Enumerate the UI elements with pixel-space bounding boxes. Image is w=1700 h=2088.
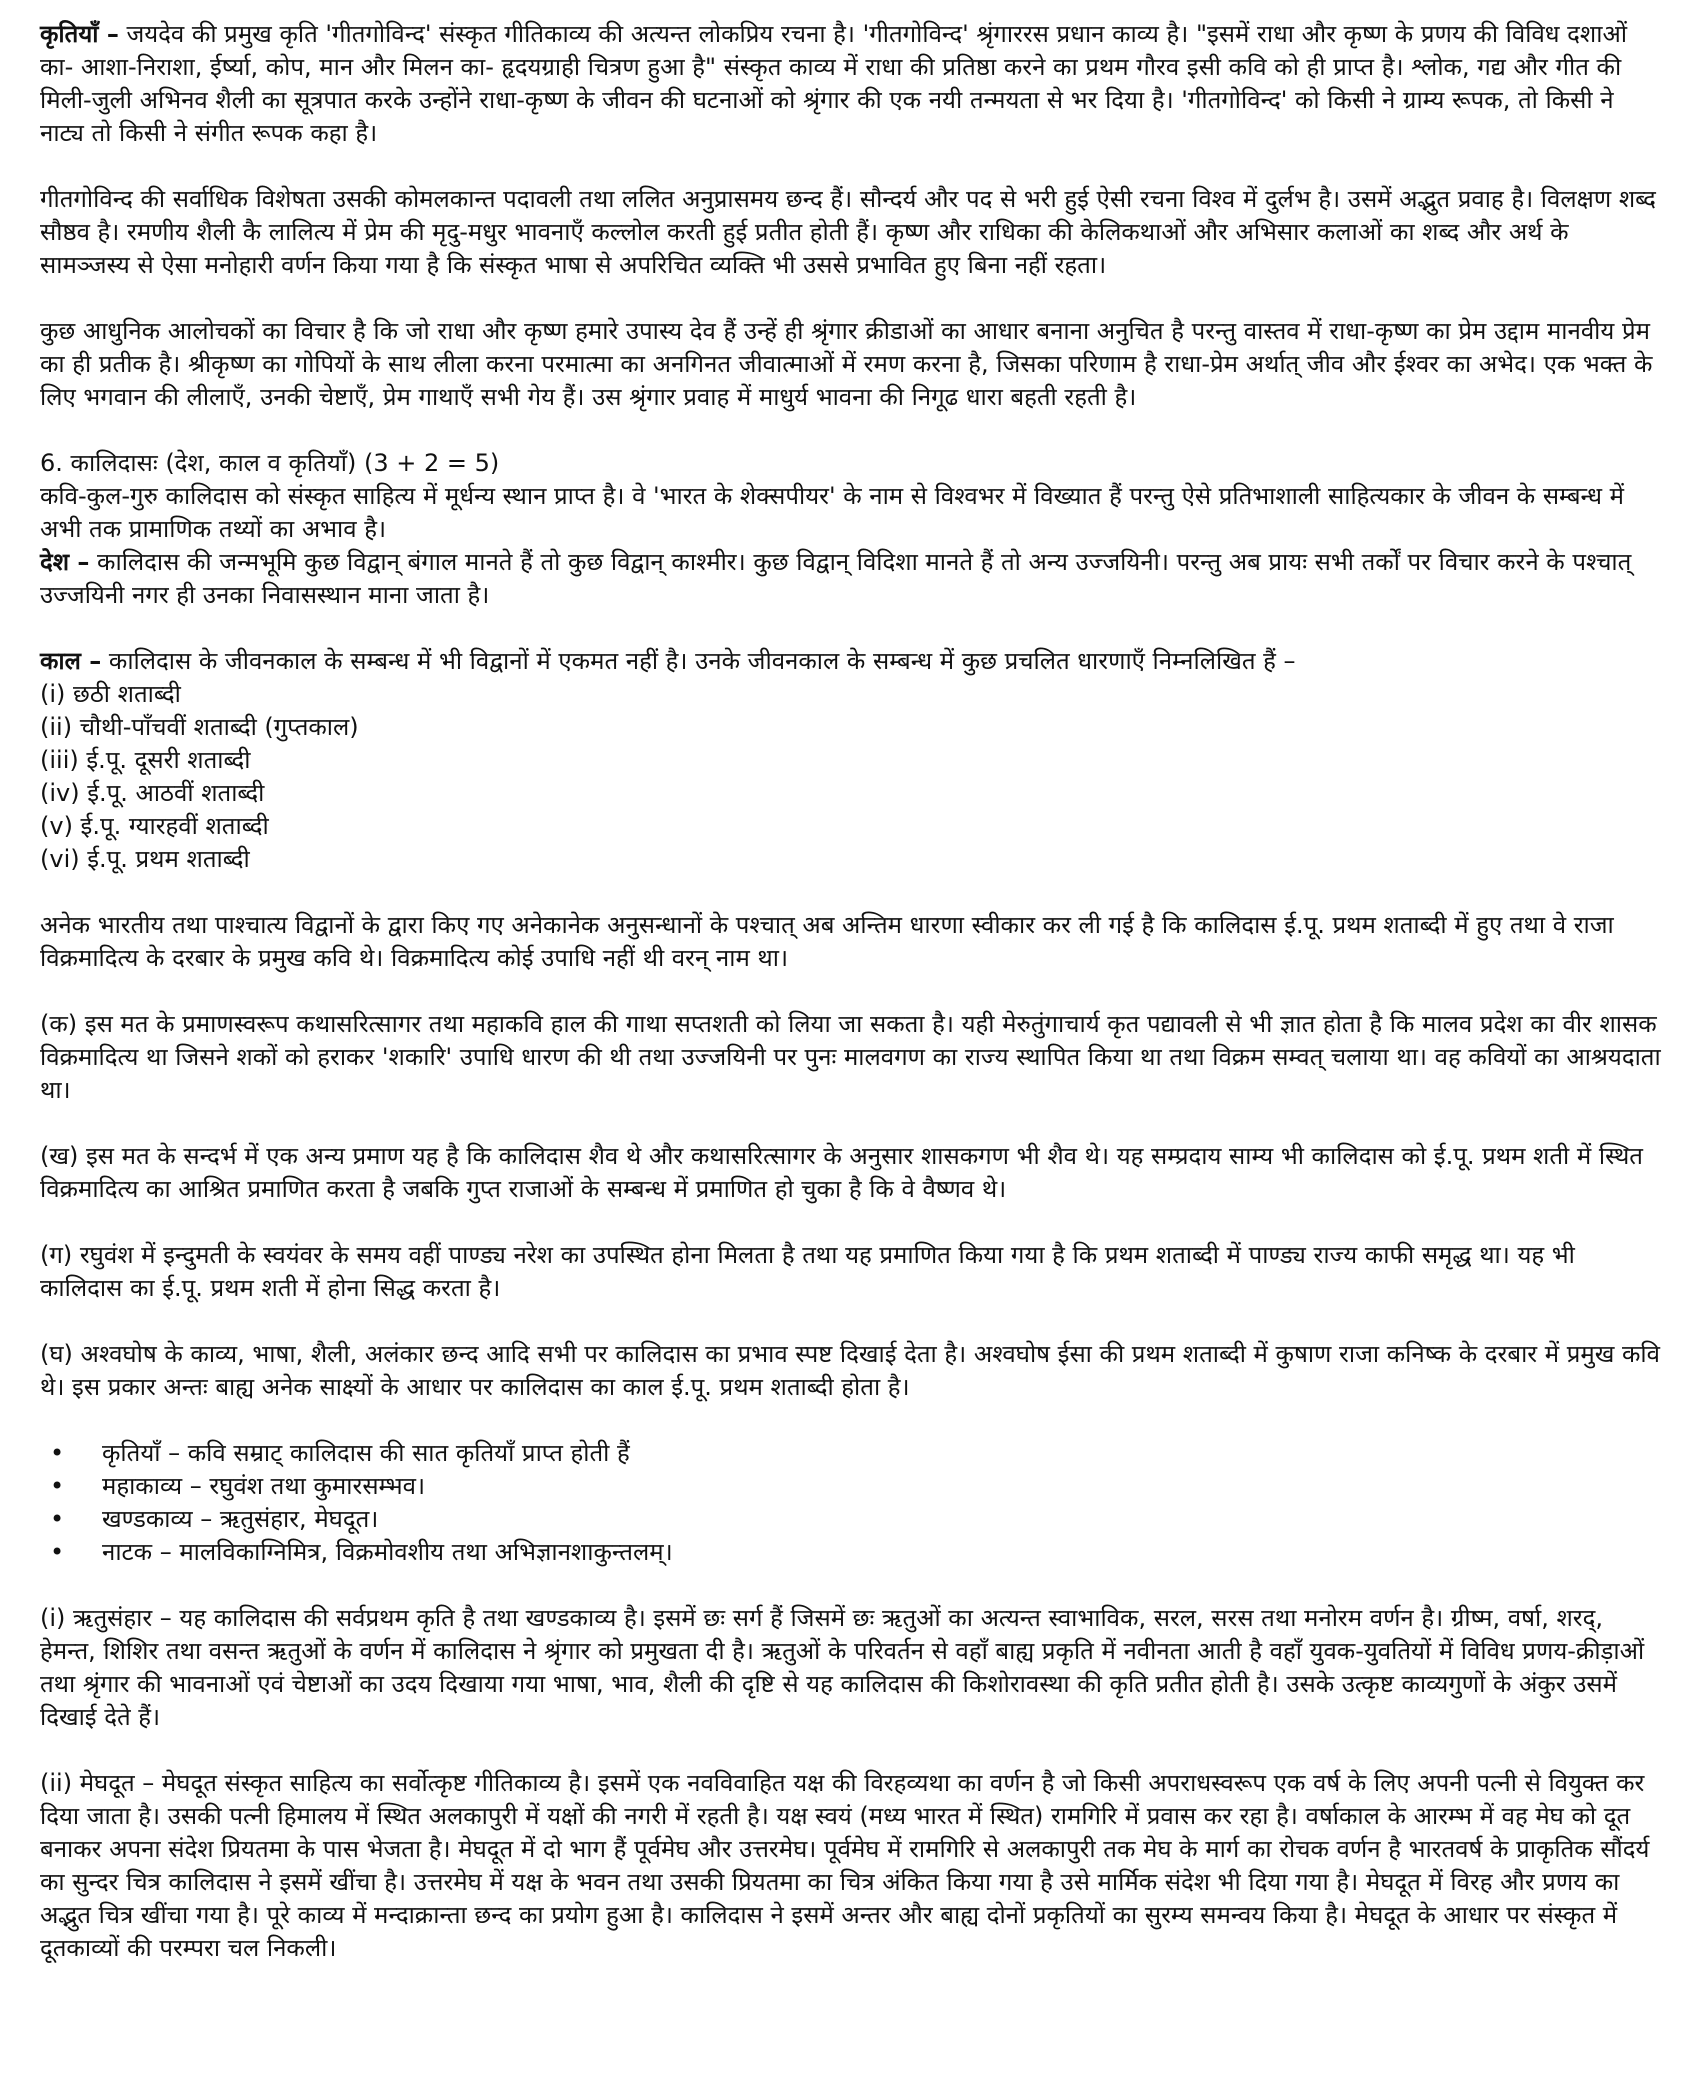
- desh-label: देश –: [40, 548, 90, 576]
- evidence-ka-paragraph: (क) इस मत के प्रमाणस्वरूप कथासरित्सागर तथा महाकवि हाल की गाथा सप्तशती को लिया जा सकता है। यही मेरुतुंगाचार्य कृत पद्यावली से भी ज्ञात होता है कि मालव प्रदेश का वीर शासक विक्रमादित्य था जिसने शकों को हराकर 'शकारि' उपाधि धारण की थी तथा उज्जयिनी पर पुनः मालवगण का राज्य स्थापित किया था तथा विक्रम सम्वत् चलाया था। वह कवियों का आश्रयदाता था।: [40, 1010, 1661, 1104]
- works-list: [40, 1437, 1664, 1569]
- list-item: • महाकाव्य – रघुवंश तथा कुमारसम्भव।: [102, 1470, 1664, 1503]
- intro-paragraph: [40, 18, 1664, 150]
- bullet-icon: •: [50, 1505, 65, 1533]
- conclusion-paragraph: अनेक भारतीय तथा पाश्चात्य विद्वानों के द्वारा किए गए अनेकानेक अनुसन्धानों के पश्चात् अब अन्तिम धारणा स्वीकार कर ली गई है कि कालिदास ई.पू. प्रथम शताब्दी में हुए तथा वे राजा विक्रमादित्य के दरबार के प्रमुख कवि थे। विक्रमादित्य कोई उपाधि नहीं थी वरन् नाम था।: [40, 911, 1614, 972]
- evidence-ga-paragraph: (ग) रघुवंश में इन्दुमती के स्वयंवर के समय वहीं पाण्ड्य नरेश का उपस्थित होना मिलता है तथा यह प्रमाणित किया गया है कि प्रथम शताब्दी में पाण्ड्य राज्य काफी समृद्ध था। यह भी कालिदास का ई.पू. प्रथम शती में होना सिद्ध करता है।: [40, 1241, 1575, 1302]
- kalidasa-intro-paragraph: कवि-कुल-गुरु कालिदास को संस्कृत साहित्य में मूर्धन्य स्थान प्राप्त है। वे 'भारत के शेक्सपीयर' के नाम से विश्वभर में विख्यात हैं परन्तु ऐसे प्रतिभाशाली साहित्यकार के जीवन के सम्बन्ध में अभी तक प्रामाणिक तथ्यों का अभाव है।: [40, 482, 1624, 543]
- bullet-icon: •: [50, 1472, 65, 1500]
- critics-paragraph: कुछ आधुनिक आलोचकों का विचार है कि जो राधा और कृष्ण हमारे उपास्य देव हैं उन्हें ही श्रृंगार क्रीडाओं का आधार बनाना अनुचित है परन्तु वास्तव में राधा-कृष्ण का प्रेम उद्दाम मानवीय प्रेम का ही प्रतीक है। श्रीकृष्ण का गोपियों के साथ लीला करना परमात्मा का अनगिनत जीवात्माओं में रमण करना है, जिसका परिणाम है राधा-प्रेम अर्थात् जीव और ईश्वर का अभेद। एक भक्त के लिए भगवान की लीलाएँ, उनकी चेष्टाएँ, प्रेम गाथाएँ सभी गेय हैं। उस श्रृंगार प्रवाह में माधुर्य भावना की निगूढ धारा बहती रहती है।: [40, 317, 1653, 411]
- evidence-kha-paragraph: (ख) इस मत के सन्दर्भ में एक अन्य प्रमाण यह है कि कालिदास शैव थे और कथासरित्सागर के अनुसार शासकगण भी शैव थे। यह सम्प्रदाय साम्य भी कालिदास को ई.पू. प्रथम शती में स्थित विक्रमादित्य का आश्रित प्रमाणित करता है जबकि गुप्त राजाओं के सम्बन्ध में प्रमाणित हो चुका है कि वे वैष्णव थे।: [40, 1142, 1643, 1203]
- desh-text: कालिदास की जन्मभूमि कुछ विद्वान् बंगाल मानते हैं तो कुछ विद्वान् काश्मीर। कुछ विद्वान् विदिशा मानते हैं तो अन्य उज्जयिनी। परन्तु अब प्रायः सभी तर्कों पर विचार करने के पश्चात् उज्जयिनी नगर ही उनका निवासस्थान माना जाता है।: [40, 548, 1632, 609]
- bullet-icon: •: [50, 1538, 65, 1566]
- ritusamhara-paragraph: (i) ऋतुसंहार – यह कालिदास की सर्वप्रथम कृति है तथा खण्डकाव्य है। इसमें छः सर्ग हैं जिसमें छः ऋतुओं का अत्यन्त स्वाभाविक, सरल, सरस तथा मनोरम वर्णन है। ग्रीष्म, वर्षा, शरद्, हेमन्त, शिशिर तथा वसन्त ऋतुओं के वर्णन में कालिदास ने श्रृंगार को प्रमुखता दी है। ऋतुओं के परिवर्तन से वहाँ बाह्य प्रकृति में नवीनता आती है वहाँ युवक-युवतियों में विविध प्रणय-क्रीड़ाओं तथा श्रृंगार की भावनाओं एवं चेष्टाओं का उदय दिखाया गया भाषा, भाव, शैली की दृष्टि से यह कालिदास की किशोरावस्था की कृति प्रतीत होती है। उसके उत्कृष्ट काव्यगुणों के अंकुर उसमें दिखाई देते हैं।: [40, 1604, 1645, 1731]
- list-item: • खण्डकाव्य – ऋतुसंहार, मेघदूत।: [102, 1503, 1664, 1536]
- list-item: • नाटक – मालविकाग्निमित्र, विक्रमोवशीय तथा अभिज्ञानशाकुन्तलम्।: [102, 1536, 1664, 1569]
- kaal-text: कालिदास के जीवनकाल के सम्बन्ध में भी विद्वानों में एकमत नहीं है। उनके जीवनकाल के सम्बन्ध में कुछ प्रचलित धारणाएँ निम्नलिखित हैं –: [101, 647, 1296, 675]
- intro-label: कृतियाँ –: [40, 20, 119, 48]
- period-alternatives-list: [40, 678, 1664, 876]
- gitagovinda-features-paragraph: गीतगोविन्द की सर्वाधिक विशेषता उसकी कोमलकान्त पदावली तथा ललित अनुप्रासमय छन्द हैं। सौन्दर्य और पद से भरी हुई ऐसी रचना विश्व में दुर्लभ है। उसमें अद्भुत प्रवाह है। विलक्षण शब्द सौष्ठव है। रमणीय शैली कै लालित्य में प्रेम की मृदु-मधुर भावनाएँ कल्लोल करती हुई प्रतीत होती हैं। कृष्ण और राधिका की केलिकथाओं और अभिसार कलाओं का शब्द और अर्थ के सामञ्जस्य से ऐसा मनोहारी वर्णन किया गया है कि संस्कृत भाषा से अपरिचित व्यक्ति भी उससे प्रभावित हुए बिना नहीं रहता।: [40, 185, 1656, 279]
- meghaduta-paragraph: (ii) मेघदूत – मेघदूत संस्कृत साहित्य का सर्वोत्कृष्ट गीतिकाव्य है। इसमें एक नवविवाहित यक्ष की विरहव्यथा का वर्णन है जो किसी अपराधस्वरूप एक वर्ष के लिए अपनी पत्नी से वियुक्त कर दिया जाता है। उसकी पत्नी हिमालय में स्थित अलकापुरी में यक्षों की नगरी में रहती है। यक्ष स्वयं (मध्य भारत में स्थित) रामगिरि में प्रवास कर रहा है। वर्षाकाल के आरम्भ में वह मेघ को दूत बनाकर अपना संदेश प्रियतमा के पास भेजता है। मेघदूत में दो भाग हैं पूर्वमेघ और उत्तरमेघ। पूर्वमेघ में रामगिरि से अलकापुरी तक मेघ के मार्ग का रोचक वर्णन है भारतवर्ष के प्राकृतिक सौंदर्य का सुन्दर चित्र कालिदास ने इसमें खींचा है। उत्तरमेघ में यक्ष के भवन तथा उसकी प्रियतमा का चित्र अंकित किया गया है उसे मार्मिक संदेश भी दिया गया है। मेघदूत में विरह और प्रणय का अद्भुत चित्र खींचा गया है। पूरे काव्य में मन्दाक्रान्ता छन्द का प्रयोग हुआ है। कालिदास ने इसमें अन्तर और बाह्य दोनों प्रकृतियों का सुरम्य समन्वय किया है। मेघदूत के आधार पर संस्कृत में दूतकाव्यों की परम्परा चल निकली।: [40, 1769, 1650, 1962]
- kaal-paragraph: [40, 645, 1664, 678]
- list-item: (ii) चौथी-पाँचवीं शताब्दी (गुप्तकाल): [40, 713, 359, 741]
- section-heading: 6. कालिदासः (देश, काल व कृतियाँ) (3 + 2 = 5): [40, 449, 500, 477]
- list-item: • कृतियाँ – कवि सम्राट् कालिदास की सात कृतियाँ प्राप्त होती हैं: [102, 1437, 1664, 1470]
- list-item: (iv) ई.पू. आठवीं शताब्दी: [40, 779, 265, 807]
- list-item: (v) ई.पू. ग्यारहवीं शताब्दी: [40, 812, 269, 840]
- evidence-gha-paragraph: (घ) अश्वघोष के काव्य, भाषा, शैली, अलंकार छन्द आदि सभी पर कालिदास का प्रभाव स्पष्ट दिखाई देता है। अश्वघोष ईसा की प्रथम शताब्दी में कुषाण राजा कनिष्क के दरबार में प्रमुख कवि थे। इस प्रकार अन्तः बाह्य अनेक साक्ष्यों के आधार पर कालिदास का काल ई.पू. प्रथम शताब्दी होता है।: [40, 1340, 1660, 1401]
- desh-paragraph: [40, 546, 1664, 612]
- list-item: (iii) ई.पू. दूसरी शताब्दी: [40, 746, 251, 774]
- list-item: (i) छठी शताब्दी: [40, 680, 181, 708]
- intro-text: जयदेव की प्रमुख कृति 'गीतगोविन्द' संस्कृत गीतिकाव्य की अत्यन्त लोकप्रिय रचना है। 'गीतगोविन्द' श्रृंगाररस प्रधान काव्य है। "इसमें राधा और कृष्ण के प्रणय की विविध दशाओं का- आशा-निराशा, ईर्ष्या, कोप, मान और मिलन का- हृदयग्राही चित्रण हुआ है" संस्कृत काव्य में राधा की प्रतिष्ठा करने का प्रथम गौरव इसी कवि को ही प्राप्त है। श्लोक, गद्य और गीत की मिली-जुली अभिनव शैली का सूत्रपात करके उन्होंने राधा-कृष्ण के जीवन की घटनाओं को श्रृंगार की एक नयी तन्मयता से भर दिया है। 'गीतगोविन्द' को किसी ने ग्राम्य रूपक, तो किसी ने नाट्य तो किसी ने संगीत रूपक कहा है।: [40, 20, 1627, 147]
- kaal-label: काल –: [40, 647, 102, 675]
- bullet-icon: •: [50, 1439, 65, 1467]
- list-item: (vi) ई.पू. प्रथम शताब्दी: [40, 845, 250, 873]
